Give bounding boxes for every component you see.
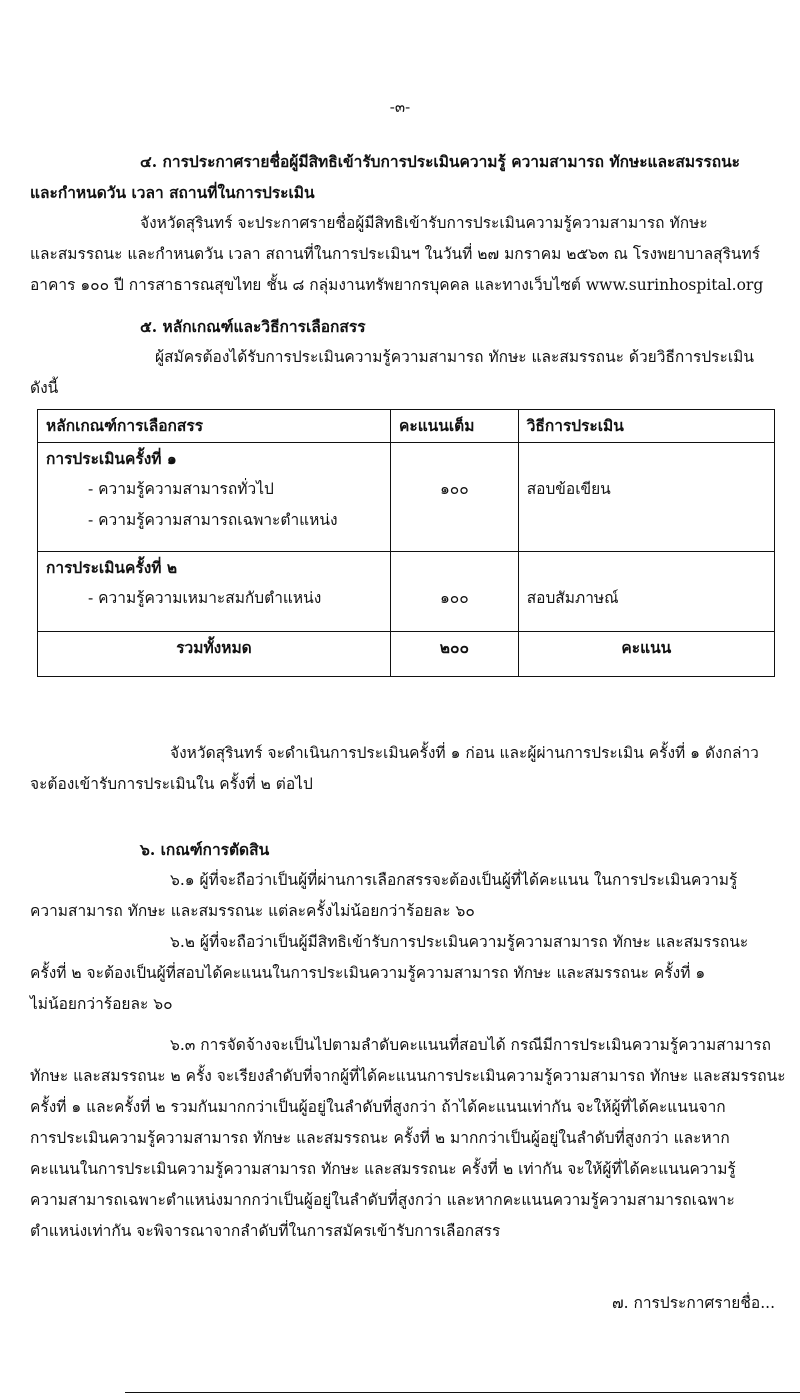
p63-line1: ๖.๓ การจัดจ้างจะเป็นไปตามลำดับคะแนนที่สอบได้ กรณีมีการประเมินความรู้ความสามารถ [170,1036,771,1054]
round2-score-value: ๑๐๐ [439,589,469,607]
section6-heading: ๖. เกณฑ์การตัดสิน [140,840,270,859]
p62-line1: ๖.๒ ผู้ที่จะถือว่าเป็นผู้มีสิทธิเข้ารับการประเมินความรู้ความสามารถ ทักษะ และสมรรถนะ [170,933,749,951]
p63-line2: ทักษะ และสมรรถนะ ๒ ครั้ง จะเรียงลำดับที่จากผู้ที่ได้คะแนนการประเมินความรู้ความสามารถ ทักษะ และสมรรถนะ [30,1067,786,1085]
section4-body-line1: จังหวัดสุรินทร์ จะประกาศรายชื่อผู้มีสิทธิเข้ารับการประเมินความรู้ความสามารถ ทักษะ [140,214,708,232]
header-method: วิธีการประเมิน [518,410,774,443]
table-row-total [38,632,775,677]
table-row-round2 [38,552,775,632]
header-criteria: หลักเกณฑ์การเลือกสรร [38,410,391,443]
section4-body-line3: อาคาร ๑๐๐ ปี การสาธารณสุขไทย ชั้น ๘ กลุ่มงานทรัพยากรบุคคล และทางเว็บไซต์ www.surinhospital.org [30,276,764,294]
header-full-score: คะแนนเต็ม [391,410,519,443]
section5-heading: ๕. หลักเกณฑ์และวิธีการเลือกสรร [140,317,366,336]
p61-line2: ความสามารถ ทักษะ และสมรรถนะ แต่ละครั้งไม่น้อยกว่าร้อยละ ๖๐ [30,902,475,920]
round2-criteria-cell [38,552,391,632]
round1-criteria-cell [38,443,391,552]
p63-line5: คะแนนในการประเมินความรู้ความสามารถ ทักษะ และสมรรถนะ ครั้งที่ ๒ เท่ากัน จะให้ผู้ที่ได้คะแนนความรู้ [30,1160,736,1178]
continuation-note: ๗. การประกาศรายชื่อ... [611,1294,775,1312]
section4-heading-line1: ๔. การประกาศรายชื่อผู้มีสิทธิเข้ารับการประเมินความรู้ ความสามารถ ทักษะและสมรรถนะ [140,152,740,171]
round1-method-value: สอบข้อเขียน [526,480,611,498]
round1-method [518,443,774,552]
round2-score [391,552,519,632]
round2-method-value: สอบสัมภาษณ์ [526,589,619,607]
round2-title: การประเมินครั้งที่ ๒ [46,558,178,577]
bottom-rule [125,1392,800,1393]
round1-score-value: ๑๐๐ [439,480,469,498]
p63-line6: ความสามารถเฉพาะตำแหน่งมากกว่าเป็นผู้อยู่ในลำดับที่สูงกว่า และหากคะแนนความรู้ความสามารถเฉพาะ [30,1191,735,1209]
total-score: ๒๐๐ [391,632,519,677]
section4-body-line2: และสมรรถนะ และกำหนดวัน เวลา สถานที่ในการประเมินฯ ในวันที่ ๒๗ มกราคม ๒๕๖๓ ณ โรงพยาบาลสุรินทร์ [30,245,761,263]
round1-item-specific: - ความรู้ความสามารถเฉพาะตำแหน่ง [88,511,338,529]
p63-line4: การประเมินความรู้ความสามารถ ทักษะ และสมรรถนะ ครั้งที่ ๒ มากกว่าเป็นผู้อยู่ในลำดับที่สูงกว่า และหาก [30,1129,730,1147]
round2-method [518,552,774,632]
section4-heading-line2: และกำหนดวัน เวลา สถานที่ในการประเมิน [30,183,315,202]
round1-item-general: - ความรู้ความสามารถทั่วไป [88,480,274,498]
p63-line7: ตำแหน่งเท่ากัน จะพิจารณาจากลำดับที่ในการสมัครเข้ารับการเลือกสรร [30,1222,501,1240]
p62-line2: ครั้งที่ ๒ จะต้องเป็นผู้ที่สอบได้คะแนนในการประเมินความรู้ความสามารถ ทักษะ และสมรรถนะ ครั้งที่ ๑ [30,964,706,982]
page-number: -๓- [389,98,411,116]
total-label: รวมทั้งหมด [38,632,391,677]
criteria-table [37,409,775,677]
after-table-line1: จังหวัดสุรินทร์ จะดำเนินการประเมินครั้งที่ ๑ ก่อน และผู้ผ่านการประเมิน ครั้งที่ ๑ ดังกล่าว [170,744,759,762]
table-row-round1 [38,443,775,552]
round1-score [391,443,519,552]
round1-title: การประเมินครั้งที่ ๑ [46,449,177,468]
table-header-row [38,410,775,443]
p61-line1: ๖.๑ ผู้ที่จะถือว่าเป็นผู้ที่ผ่านการเลือกสรรจะต้องเป็นผู้ที่ได้คะแนน ในการประเมินความรู้ [170,871,738,889]
after-table-line2: จะต้องเข้ารับการประเมินใน ครั้งที่ ๒ ต่อไป [30,775,313,793]
section5-body-line1: ผู้สมัครต้องได้รับการประเมินความรู้ความสามารถ ทักษะ และสมรรถนะ ด้วยวิธีการประเมิน [155,348,754,366]
section5-body-line2: ดังนี้ [30,379,59,397]
round2-item-suitability: - ความรู้ความเหมาะสมกับตำแหน่ง [88,589,322,607]
p63-line3: ครั้งที่ ๑ และครั้งที่ ๒ รวมกันมากกว่าเป็นผู้อยู่ในลำดับที่สูงกว่า ถ้าได้คะแนนเท่ากัน จะให้ผู้ที่ได้คะแนนจาก [30,1098,726,1116]
total-unit: คะแนน [518,632,774,677]
p62-line3: ไม่น้อยกว่าร้อยละ ๖๐ [30,995,173,1013]
